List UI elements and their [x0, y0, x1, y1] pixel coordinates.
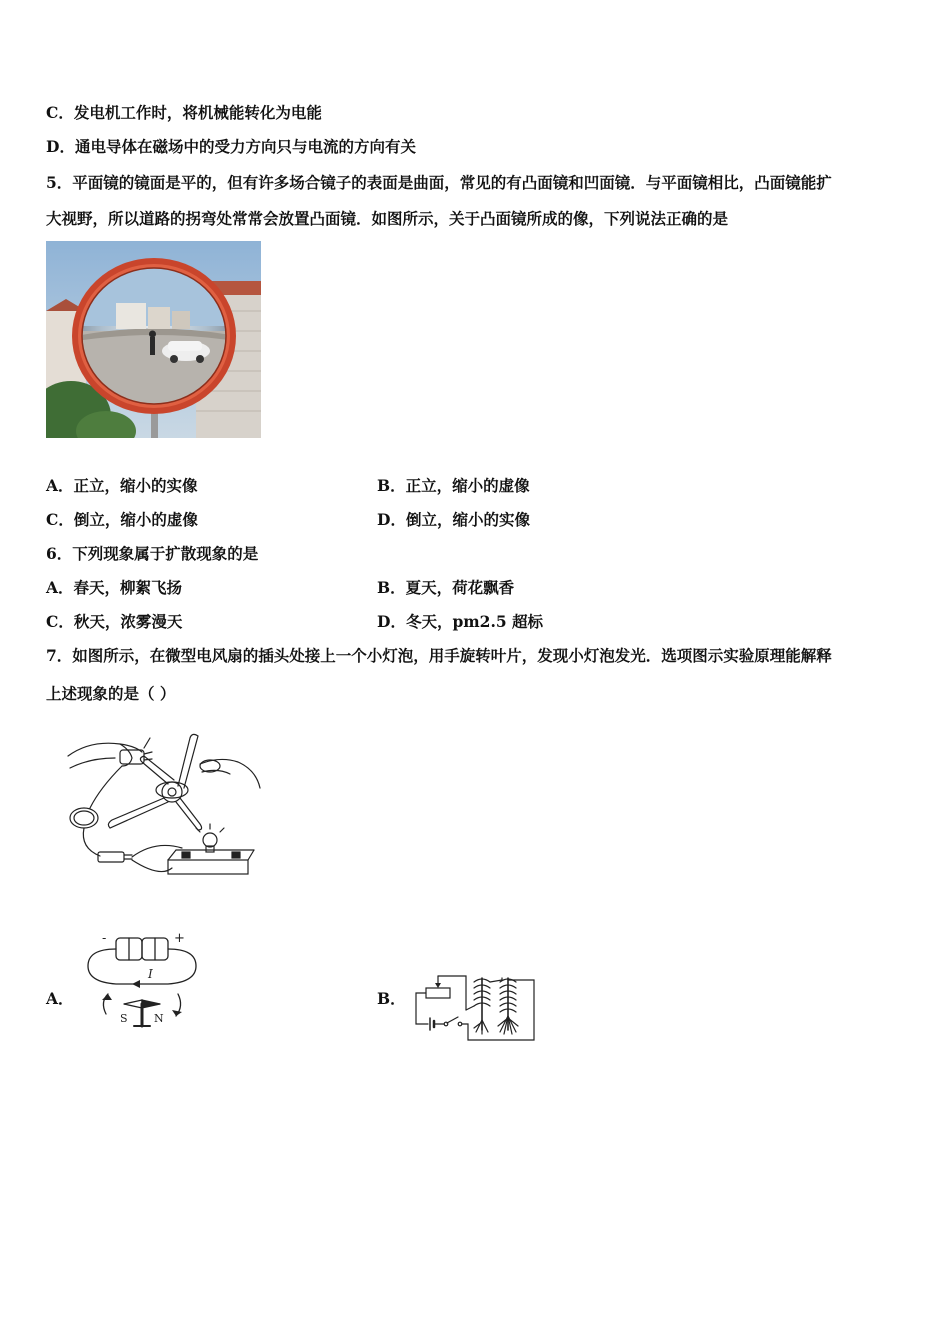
q6-option-d[interactable]: D．冬天，pm2.5 超标	[377, 612, 544, 631]
q6-option-a[interactable]: A．春天，柳絮飞扬	[46, 578, 183, 597]
q7-option-a-label[interactable]: A．	[46, 989, 74, 1008]
q6-stem: 6．下列现象属于扩散现象的是	[46, 544, 259, 563]
current-label: I	[148, 967, 153, 981]
q5-option-c[interactable]: C．倒立，缩小的虚像	[46, 510, 198, 529]
q7-stem-line2: 上述现象的是（ ）	[46, 684, 176, 703]
fan-bulb-figure	[60, 728, 265, 888]
q5-option-d[interactable]: D．倒立，缩小的实像	[377, 510, 530, 529]
north-pole-label: N	[154, 1012, 164, 1025]
prev-option-c: C．发电机工作时，将机械能转化为电能	[46, 103, 322, 122]
q5-option-b[interactable]: B．正立，缩小的虚像	[377, 476, 530, 495]
q7-option-b-label[interactable]: B．	[377, 989, 406, 1008]
q5-option-a[interactable]: A．正立，缩小的实像	[46, 476, 198, 495]
q7-option-b-figure[interactable]	[412, 970, 538, 1044]
q7-option-a-figure[interactable]	[86, 930, 198, 1030]
south-pole-label: S	[120, 1012, 128, 1025]
q7-stem-line1: 7．如图所示，在微型电风扇的插头处接上一个小灯泡，用手旋转叶片，发现小灯泡发光．选项图示实验原理能解释	[46, 646, 832, 665]
q6-option-c[interactable]: C．秋天，浓雾漫天	[46, 612, 183, 631]
convex-mirror-photo	[46, 241, 261, 438]
prev-option-d: D．通电导体在磁场中的受力方向只与电流的方向有关	[46, 137, 416, 156]
q5-stem-line2: 大视野，所以道路的拐弯处常常会放置凸面镜．如图所示，关于凸面镜所成的像，下列说法正确的是	[46, 209, 729, 228]
q5-stem-line1: 5．平面镜的镜面是平的，但有许多场合镜子的表面是曲面，常见的有凸面镜和凹面镜．与平面镜相比，凸面镜能扩	[46, 173, 832, 192]
battery-plus-label: +	[174, 931, 185, 946]
q6-option-b[interactable]: B．夏天，荷花飘香	[377, 578, 515, 597]
battery-minus-label: -	[102, 931, 107, 945]
